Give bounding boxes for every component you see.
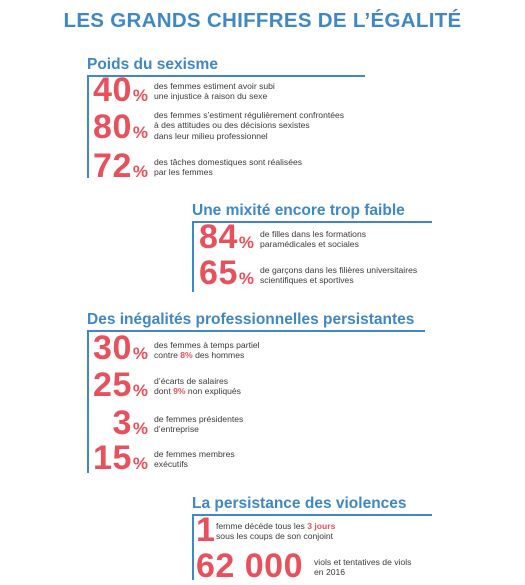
- stat-description: de femmes membres exécutifs: [154, 449, 235, 470]
- stat-description: des femmes s’estiment régulièrement confrontées à des attitudes ou des décisions sexistes dans leur milieu professionnel: [154, 110, 345, 141]
- section-vline: [192, 515, 194, 580]
- section-vline: [87, 76, 89, 178]
- stat-value: 84%: [199, 218, 254, 256]
- section-title: Une mixité encore trop faible: [192, 202, 405, 219]
- stat-value: 25%: [93, 366, 148, 404]
- stat-description: des femmes à temps partiel contre 8% des hommes: [154, 340, 260, 361]
- stat-description: de femmes présidentes d’entreprise: [154, 414, 244, 435]
- stat-description: viols et tentatives de viols en 2016: [314, 557, 412, 578]
- section-professional: [87, 312, 425, 332]
- section-violence: [192, 496, 432, 516]
- stat-description: femme décède tous les 3 jours sous les coups de son conjoint: [216, 521, 336, 542]
- stat-value: 15%: [93, 439, 148, 477]
- highlight: 9%: [173, 386, 186, 397]
- section-title: Poids du sexisme: [87, 56, 218, 73]
- stat-value: 80%: [93, 108, 148, 146]
- stat-value: 40%: [93, 71, 148, 109]
- section-vline: [192, 222, 194, 292]
- stat-description: des tâches domestiques sont réalisées par les femmes: [154, 157, 303, 178]
- stat-description: des femmes estiment avoir subi une injustice à raison du sexe: [154, 81, 275, 102]
- section-rule: [192, 514, 432, 516]
- section-title: Des inégalités professionnelles persistantes: [87, 311, 415, 328]
- stat-description: de garçons dans les filières universitaires scientifiques et sportives: [260, 265, 418, 286]
- highlight: 3 jours: [307, 521, 336, 531]
- stat-description: d’écarts de salaires dont 9% non expliqués: [154, 376, 241, 397]
- section-title: La persistance des violences: [192, 495, 407, 512]
- stat-value: 62 000: [196, 547, 303, 585]
- stat-value: 30%: [93, 329, 148, 367]
- stat-description: de filles dans les formations paramédicales et sociales: [260, 229, 367, 250]
- highlight: 8%: [180, 350, 193, 361]
- stat-value: 1: [196, 511, 216, 549]
- stat-value: 65%: [199, 254, 254, 292]
- section-vline: [87, 331, 89, 473]
- page-title: LES GRANDS CHIFFRES DE L’ÉGALITÉ: [63, 9, 462, 32]
- stat-value: 3%: [112, 404, 148, 442]
- stat-value: 72%: [93, 147, 148, 185]
